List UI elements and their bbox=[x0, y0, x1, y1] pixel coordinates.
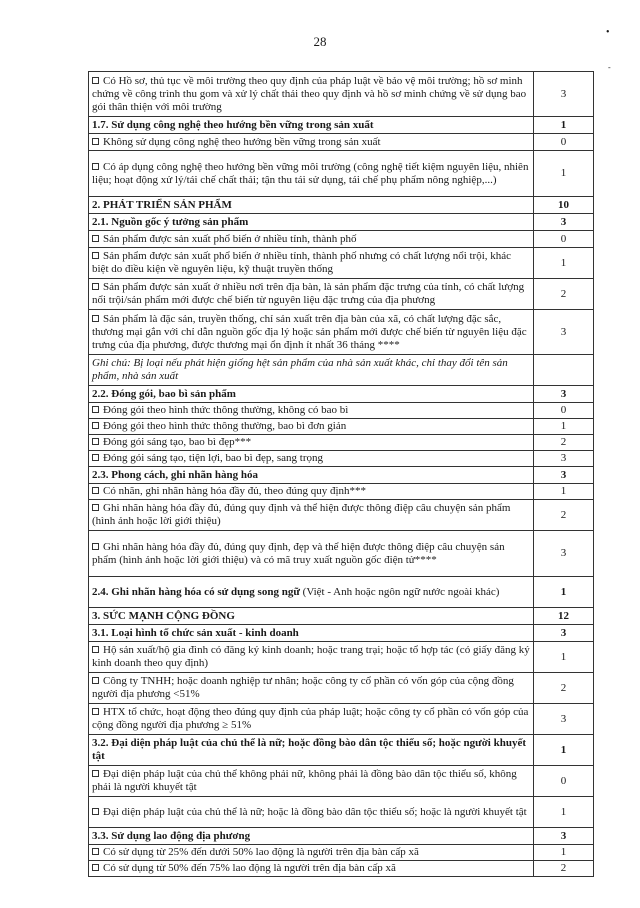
criterion-description-cell bbox=[89, 214, 534, 231]
score-cell: 1 bbox=[534, 797, 594, 828]
criterion-text: 1.7. Sử dụng công nghệ theo hướng bền vững trong sản xuất bbox=[92, 118, 374, 131]
criterion-subheading-row bbox=[89, 214, 594, 231]
criterion-option-row bbox=[89, 642, 594, 673]
score-cell: 3 bbox=[534, 625, 594, 642]
criterion-description-cell bbox=[89, 484, 534, 500]
score-cell: 1 bbox=[534, 484, 594, 500]
score-cell: 0 bbox=[534, 134, 594, 151]
checkbox-square-icon bbox=[92, 438, 99, 445]
criterion-option-row bbox=[89, 72, 594, 117]
criterion-text: Sản phẩm được sản xuất phổ biến ở nhiều tỉnh, thành phố bbox=[103, 232, 357, 245]
criterion-text: 2.4. Ghi nhãn hàng hóa có sử dụng song ngữ (Việt - Anh hoặc ngôn ngữ nước ngoài khác) bbox=[92, 585, 500, 598]
score-cell: 1 bbox=[534, 845, 594, 861]
score-cell: 3 bbox=[534, 704, 594, 735]
criterion-description-cell bbox=[89, 642, 534, 673]
criterion-text: 2.1. Nguồn gốc ý tưởng sản phẩm bbox=[92, 215, 249, 228]
score-cell: 3 bbox=[534, 310, 594, 355]
checkbox-square-icon bbox=[92, 543, 99, 550]
section-heading-row bbox=[89, 197, 594, 214]
criterion-description-cell bbox=[89, 828, 534, 845]
criterion-text: Có sử dụng từ 50% đến 75% lao động là người trên địa bàn cấp xã bbox=[103, 862, 396, 874]
criterion-description-cell bbox=[89, 861, 534, 877]
criterion-text: Sản phẩm là đặc sản, truyền thống, chỉ sản xuất trên địa bàn của xã, có chất lượng đặc sắc, thương mại gắn với chỉ dẫn nguồn gốc địa lý hoặc sản phẩm mới được chế biến từ nguyên liệu đặc trưng của địa phương, được thương mại ổn định ít nhất 36 tháng **** bbox=[92, 312, 527, 351]
score-cell: 0 bbox=[534, 403, 594, 419]
checkbox-square-icon bbox=[92, 283, 99, 290]
checkbox-square-icon bbox=[92, 848, 99, 855]
score-cell: 3 bbox=[534, 531, 594, 577]
criterion-option-row bbox=[89, 403, 594, 419]
score-cell: 2 bbox=[534, 435, 594, 451]
criteria-table-body bbox=[89, 72, 594, 877]
criterion-text: Có nhãn, ghi nhãn hàng hóa đầy đủ, theo đúng quy định*** bbox=[103, 485, 367, 497]
page-number: 28 bbox=[313, 34, 327, 49]
criterion-text: Đóng gói sáng tạo, tiện lợi, bao bì đẹp, sang trọng bbox=[103, 452, 323, 464]
score-cell: 3 bbox=[534, 72, 594, 117]
score-cell: 3 bbox=[534, 214, 594, 231]
checkbox-square-icon bbox=[92, 770, 99, 777]
criterion-text: Có áp dụng công nghệ theo hướng bền vững môi trường (công nghệ tiết kiệm nguyên liệu, nhiên liệu; hoạt động xử lý/tái chế chất thải; tận thu tái sử dụng, tái chế phụ phẩm nông nghiệp,...) bbox=[92, 160, 529, 186]
score-cell: 1 bbox=[534, 735, 594, 766]
criterion-option-row bbox=[89, 500, 594, 531]
criterion-option-row bbox=[89, 231, 594, 248]
checkbox-square-icon bbox=[92, 708, 99, 715]
criterion-description-cell bbox=[89, 797, 534, 828]
criterion-option-row bbox=[89, 673, 594, 704]
criterion-description-cell bbox=[89, 673, 534, 704]
criterion-description-cell bbox=[89, 500, 534, 531]
score-cell: 1 bbox=[534, 642, 594, 673]
criterion-description-cell bbox=[89, 766, 534, 797]
criterion-description-cell bbox=[89, 577, 534, 608]
criterion-text: Ghi chú: Bị loại nếu phát hiện giống hệt sản phẩm của nhà sản xuất khác, chỉ thay đổi tên sản phẩm, nhà sản xuất bbox=[92, 357, 508, 382]
score-cell: 1 bbox=[534, 419, 594, 435]
criterion-text: 2.2. Đóng gói, bao bì sản phẩm bbox=[92, 387, 236, 400]
score-cell: 2 bbox=[534, 861, 594, 877]
score-cell: 1 bbox=[534, 151, 594, 197]
score-cell: 10 bbox=[534, 197, 594, 214]
criterion-text: Không sử dụng công nghệ theo hướng bền vững trong sản xuất bbox=[103, 135, 381, 148]
checkbox-square-icon bbox=[92, 406, 99, 413]
criterion-description-cell bbox=[89, 451, 534, 467]
criterion-text: Ghi nhãn hàng hóa đầy đủ, đúng quy định, đẹp và thể hiện được thông điệp câu chuyện sản phẩm (hình ảnh hoặc lời giới thiệu) và có mã truy xuất nguồn gốc điện tử**** bbox=[92, 540, 505, 566]
section-heading-row bbox=[89, 608, 594, 625]
checkbox-square-icon bbox=[92, 808, 99, 815]
edge-mark: - bbox=[608, 63, 611, 72]
checkbox-square-icon bbox=[92, 138, 99, 145]
criterion-description-cell bbox=[89, 608, 534, 625]
score-cell: 3 bbox=[534, 467, 594, 484]
criterion-description-cell bbox=[89, 279, 534, 310]
checkbox-square-icon bbox=[92, 454, 99, 461]
checkbox-square-icon bbox=[92, 864, 99, 871]
criterion-description-cell bbox=[89, 704, 534, 735]
criterion-text: Hộ sản xuất/hộ gia đình có đăng ký kinh doanh; hoặc trang trại; hoặc tổ hợp tác (có giấy đăng ký kinh doanh theo quy định) bbox=[92, 644, 530, 669]
checkbox-square-icon bbox=[92, 77, 99, 84]
score-cell bbox=[534, 355, 594, 386]
criterion-text-tail: (Việt - Anh hoặc ngôn ngữ nước ngoài khác) bbox=[302, 585, 500, 598]
score-cell: 0 bbox=[534, 231, 594, 248]
criterion-text: Đóng gói theo hình thức thông thường, không có bao bì bbox=[103, 404, 349, 416]
criterion-description-cell bbox=[89, 845, 534, 861]
criterion-subheading-row bbox=[89, 828, 594, 845]
criterion-description-cell bbox=[89, 355, 534, 386]
score-cell: 2 bbox=[534, 279, 594, 310]
criterion-text: 3.3. Sử dụng lao động địa phương bbox=[92, 829, 251, 842]
criterion-option-row bbox=[89, 797, 594, 828]
score-cell: 1 bbox=[534, 248, 594, 279]
criterion-description-cell bbox=[89, 435, 534, 451]
criterion-description-cell bbox=[89, 310, 534, 355]
criterion-text: Đóng gói theo hình thức thông thường, bao bì đơn giản bbox=[103, 420, 347, 432]
checkbox-square-icon bbox=[92, 646, 99, 653]
criterion-subheading-row bbox=[89, 467, 594, 484]
checkbox-square-icon bbox=[92, 677, 99, 684]
criterion-text: HTX tổ chức, hoạt động theo đúng quy định của pháp luật; hoặc công ty cổ phần có vốn góp của cộng đồng người địa phương ≥ 51% bbox=[92, 706, 529, 731]
score-cell: 2 bbox=[534, 500, 594, 531]
criterion-option-row bbox=[89, 451, 594, 467]
criterion-description-cell bbox=[89, 72, 534, 117]
criterion-description-cell bbox=[89, 231, 534, 248]
criterion-text: Công ty TNHH; hoặc doanh nghiệp tư nhân; hoặc công ty cổ phần có vốn góp của cộng đồng người địa phương <51% bbox=[92, 675, 514, 700]
criterion-text: 3.1. Loại hình tổ chức sản xuất - kinh doanh bbox=[92, 626, 299, 639]
criterion-description-cell bbox=[89, 531, 534, 577]
criterion-option-row bbox=[89, 766, 594, 797]
criterion-option-row bbox=[89, 484, 594, 500]
criterion-option-row bbox=[89, 248, 594, 279]
criterion-text: Đóng gói sáng tạo, bao bì đẹp*** bbox=[103, 436, 252, 448]
criterion-text: Sản phẩm được sản xuất phổ biến ở nhiều tỉnh, thành phố nhưng có chất lượng nổi trội, khác biệt do điều kiện về nguyên liệu, kỹ thuật truyền thống bbox=[92, 250, 512, 275]
criterion-subheading-row bbox=[89, 735, 594, 766]
criterion-text: Có Hồ sơ, thủ tục về môi trường theo quy định của pháp luật về bảo vệ môi trường; hồ sơ minh chứng về công trình thu gom và xử lý chất thải theo quy định và hồ sơ minh chứng về sử dụng bao gói thân thiện với môi trường bbox=[92, 74, 527, 113]
criterion-description-cell bbox=[89, 386, 534, 403]
score-cell: 12 bbox=[534, 608, 594, 625]
criterion-subheading-row bbox=[89, 577, 594, 608]
criterion-text: Ghi nhãn hàng hóa đầy đủ, đúng quy định và thể hiện được thông điệp câu chuyện sản phẩm (hình ảnh hoặc lời giới thiệu) bbox=[92, 502, 511, 527]
checkbox-square-icon bbox=[92, 235, 99, 242]
criterion-option-row bbox=[89, 704, 594, 735]
criterion-description-cell bbox=[89, 134, 534, 151]
score-cell: 2 bbox=[534, 673, 594, 704]
criterion-option-row bbox=[89, 310, 594, 355]
criterion-text: Đại diện pháp luật của chủ thể không phải nữ, không phải là đồng bào dân tộc thiểu số, không phải là người khuyết tật bbox=[92, 768, 517, 793]
score-cell: 3 bbox=[534, 828, 594, 845]
criterion-text: Có sử dụng từ 25% đến dưới 50% lao động là người trên địa bàn cấp xã bbox=[103, 846, 419, 858]
criterion-description-cell bbox=[89, 419, 534, 435]
note-row bbox=[89, 355, 594, 386]
criterion-text: 3. SỨC MẠNH CỘNG ĐỒNG bbox=[92, 609, 235, 622]
score-cell: 1 bbox=[534, 117, 594, 134]
criterion-text: 2. PHÁT TRIỂN SẢN PHẨM bbox=[92, 198, 232, 211]
criterion-option-row bbox=[89, 861, 594, 877]
criterion-option-row bbox=[89, 845, 594, 861]
score-cell: 1 bbox=[534, 577, 594, 608]
checkbox-square-icon bbox=[92, 163, 99, 170]
score-cell: 3 bbox=[534, 451, 594, 467]
page-mark: • bbox=[606, 27, 610, 38]
criterion-description-cell bbox=[89, 151, 534, 197]
criterion-option-row bbox=[89, 134, 594, 151]
criterion-option-row bbox=[89, 279, 594, 310]
criterion-text: 3.2. Đại diện pháp luật của chủ thể là nữ; hoặc đồng bào dân tộc thiểu số; hoặc người khuyết tật bbox=[92, 737, 527, 762]
criterion-subheading-row bbox=[89, 625, 594, 642]
criterion-description-cell bbox=[89, 248, 534, 279]
score-cell: 0 bbox=[534, 766, 594, 797]
criterion-text: Đại diện pháp luật của chủ thể là nữ; hoặc là đồng bào dân tộc thiểu số; hoặc là người khuyết tật bbox=[103, 805, 527, 818]
criterion-option-row bbox=[89, 151, 594, 197]
criterion-description-cell bbox=[89, 735, 534, 766]
criterion-subheading-row bbox=[89, 117, 594, 134]
checkbox-square-icon bbox=[92, 252, 99, 259]
checkbox-square-icon bbox=[92, 422, 99, 429]
score-cell: 3 bbox=[534, 386, 594, 403]
scoring-criteria-table bbox=[88, 71, 594, 877]
criterion-text: Sản phẩm được sản xuất ở nhiều nơi trên địa bàn, là sản phẩm đặc trưng của tỉnh, có chất lượng nổi trội/sản phẩm mới được chế biến từ nguyên liệu đặc trưng của địa phương bbox=[92, 281, 525, 306]
criterion-subheading-row bbox=[89, 386, 594, 403]
criterion-description-cell bbox=[89, 467, 534, 484]
criterion-description-cell bbox=[89, 197, 534, 214]
criterion-description-cell bbox=[89, 403, 534, 419]
criterion-text: 2.3. Phong cách, ghi nhãn hàng hóa bbox=[92, 468, 258, 481]
criterion-option-row bbox=[89, 435, 594, 451]
criterion-option-row bbox=[89, 531, 594, 577]
criterion-option-row bbox=[89, 419, 594, 435]
checkbox-square-icon bbox=[92, 315, 99, 322]
criterion-description-cell bbox=[89, 117, 534, 134]
checkbox-square-icon bbox=[92, 504, 99, 511]
criterion-description-cell bbox=[89, 625, 534, 642]
checkbox-square-icon bbox=[92, 487, 99, 494]
